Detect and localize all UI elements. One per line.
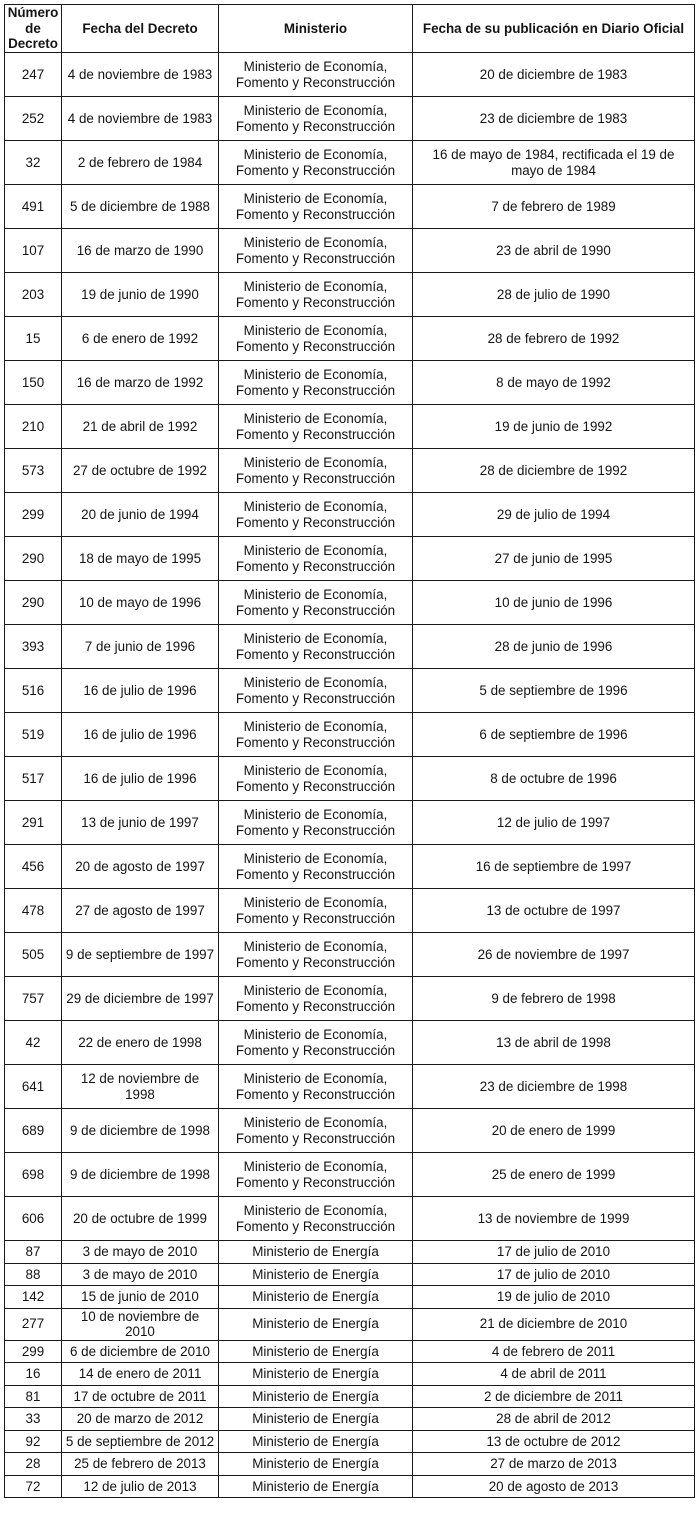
table-row: [5, 933, 695, 977]
header-fecha: Fecha del Decreto: [62, 5, 219, 53]
cell-ministerio: Ministerio de Economía, Fomento y Reconstrucción: [219, 229, 413, 273]
table-row: [5, 1453, 695, 1476]
cell-fecha: 5 de septiembre de 2012: [62, 1430, 219, 1453]
cell-numero: 210: [5, 405, 62, 449]
cell-publicacion: 12 de julio de 1997: [413, 801, 695, 845]
header-publicacion: Fecha de su publicación en Diario Oficial: [413, 5, 695, 53]
cell-ministerio: Ministerio de Energía: [219, 1475, 413, 1498]
cell-ministerio: Ministerio de Energía: [219, 1385, 413, 1408]
cell-publicacion: 28 de febrero de 1992: [413, 317, 695, 361]
cell-numero: 606: [5, 1197, 62, 1241]
table-row: [5, 493, 695, 537]
cell-fecha: 22 de enero de 1998: [62, 1021, 219, 1065]
cell-ministerio: Ministerio de Economía, Fomento y Reconstrucción: [219, 933, 413, 977]
cell-numero: 516: [5, 669, 62, 713]
cell-numero: 81: [5, 1385, 62, 1408]
table-row: [5, 1363, 695, 1386]
cell-ministerio: Ministerio de Economía, Fomento y Reconstrucción: [219, 1109, 413, 1153]
cell-fecha: 20 de junio de 1994: [62, 493, 219, 537]
table-row: [5, 1109, 695, 1153]
cell-fecha: 9 de diciembre de 1998: [62, 1153, 219, 1197]
cell-fecha: 20 de marzo de 2012: [62, 1408, 219, 1431]
cell-fecha: 20 de agosto de 1997: [62, 845, 219, 889]
cell-numero: 33: [5, 1408, 62, 1431]
table-row: [5, 713, 695, 757]
cell-fecha: 15 de junio de 2010: [62, 1286, 219, 1309]
cell-numero: 517: [5, 757, 62, 801]
cell-fecha: 16 de julio de 1996: [62, 713, 219, 757]
cell-publicacion: 28 de junio de 1996: [413, 625, 695, 669]
table-row: [5, 669, 695, 713]
cell-fecha: 5 de diciembre de 1988: [62, 185, 219, 229]
cell-fecha: 27 de agosto de 1997: [62, 889, 219, 933]
table-row: [5, 1263, 695, 1286]
cell-ministerio: Ministerio de Energía: [219, 1286, 413, 1309]
table-row: [5, 273, 695, 317]
cell-fecha: 27 de octubre de 1992: [62, 449, 219, 493]
table-row: [5, 185, 695, 229]
cell-publicacion: 8 de octubre de 1996: [413, 757, 695, 801]
header-numero: Número de Decreto: [5, 5, 62, 53]
cell-fecha: 7 de junio de 1996: [62, 625, 219, 669]
cell-fecha: 16 de marzo de 1990: [62, 229, 219, 273]
table-header: [5, 5, 695, 53]
table-row: [5, 141, 695, 185]
cell-numero: 519: [5, 713, 62, 757]
cell-fecha: 16 de marzo de 1992: [62, 361, 219, 405]
cell-publicacion: 29 de julio de 1994: [413, 493, 695, 537]
cell-numero: 299: [5, 493, 62, 537]
cell-fecha: 9 de septiembre de 1997: [62, 933, 219, 977]
table-row: [5, 1408, 695, 1431]
table-row: [5, 625, 695, 669]
table-row: [5, 97, 695, 141]
cell-numero: 15: [5, 317, 62, 361]
table-row: [5, 1286, 695, 1309]
cell-ministerio: Ministerio de Energía: [219, 1263, 413, 1286]
cell-numero: 88: [5, 1263, 62, 1286]
table-row: [5, 1021, 695, 1065]
cell-publicacion: 26 de noviembre de 1997: [413, 933, 695, 977]
cell-numero: 290: [5, 581, 62, 625]
table-row: [5, 1241, 695, 1264]
table-row: [5, 1385, 695, 1408]
cell-ministerio: Ministerio de Economía, Fomento y Reconstrucción: [219, 405, 413, 449]
header-row: [5, 5, 695, 53]
cell-numero: 689: [5, 1109, 62, 1153]
cell-ministerio: Ministerio de Energía: [219, 1308, 413, 1340]
table-body: [5, 53, 695, 1498]
cell-numero: 203: [5, 273, 62, 317]
cell-publicacion: 20 de diciembre de 1983: [413, 53, 695, 97]
cell-ministerio: Ministerio de Energía: [219, 1430, 413, 1453]
cell-numero: 16: [5, 1363, 62, 1386]
cell-publicacion: 23 de diciembre de 1998: [413, 1065, 695, 1109]
cell-publicacion: 13 de octubre de 1997: [413, 889, 695, 933]
cell-numero: 92: [5, 1430, 62, 1453]
cell-publicacion: 6 de septiembre de 1996: [413, 713, 695, 757]
cell-ministerio: Ministerio de Economía, Fomento y Reconstrucción: [219, 53, 413, 97]
cell-ministerio: Ministerio de Economía, Fomento y Reconstrucción: [219, 669, 413, 713]
cell-numero: 757: [5, 977, 62, 1021]
cell-fecha: 12 de noviembre de 1998: [62, 1065, 219, 1109]
cell-ministerio: Ministerio de Economía, Fomento y Reconstrucción: [219, 1197, 413, 1241]
cell-fecha: 3 de mayo de 2010: [62, 1263, 219, 1286]
cell-numero: 478: [5, 889, 62, 933]
header-ministerio: Ministerio: [219, 5, 413, 53]
cell-fecha: 2 de febrero de 1984: [62, 141, 219, 185]
table-row: [5, 1340, 695, 1363]
cell-publicacion: 17 de julio de 2010: [413, 1263, 695, 1286]
cell-publicacion: 13 de noviembre de 1999: [413, 1197, 695, 1241]
cell-numero: 42: [5, 1021, 62, 1065]
cell-ministerio: Ministerio de Economía, Fomento y Reconstrucción: [219, 185, 413, 229]
cell-ministerio: Ministerio de Economía, Fomento y Reconstrucción: [219, 625, 413, 669]
cell-fecha: 4 de noviembre de 1983: [62, 97, 219, 141]
cell-numero: 142: [5, 1286, 62, 1309]
cell-publicacion: 16 de septiembre de 1997: [413, 845, 695, 889]
cell-ministerio: Ministerio de Economía, Fomento y Reconstrucción: [219, 581, 413, 625]
cell-publicacion: 27 de marzo de 2013: [413, 1453, 695, 1476]
cell-fecha: 9 de diciembre de 1998: [62, 1109, 219, 1153]
cell-publicacion: 28 de diciembre de 1992: [413, 449, 695, 493]
table-row: [5, 53, 695, 97]
cell-ministerio: Ministerio de Energía: [219, 1340, 413, 1363]
cell-ministerio: Ministerio de Economía, Fomento y Reconstrucción: [219, 449, 413, 493]
cell-numero: 641: [5, 1065, 62, 1109]
cell-ministerio: Ministerio de Economía, Fomento y Reconstrucción: [219, 97, 413, 141]
cell-numero: 150: [5, 361, 62, 405]
cell-numero: 291: [5, 801, 62, 845]
table-row: [5, 757, 695, 801]
cell-publicacion: 2 de diciembre de 2011: [413, 1385, 695, 1408]
cell-ministerio: Ministerio de Energía: [219, 1363, 413, 1386]
cell-fecha: 10 de noviembre de 2010: [62, 1308, 219, 1340]
cell-publicacion: 20 de agosto de 2013: [413, 1475, 695, 1498]
cell-numero: 299: [5, 1340, 62, 1363]
table-row: [5, 537, 695, 581]
cell-publicacion: 5 de septiembre de 1996: [413, 669, 695, 713]
cell-ministerio: Ministerio de Economía, Fomento y Reconstrucción: [219, 845, 413, 889]
cell-ministerio: Ministerio de Economía, Fomento y Reconstrucción: [219, 1021, 413, 1065]
cell-numero: 505: [5, 933, 62, 977]
cell-ministerio: Ministerio de Economía, Fomento y Reconstrucción: [219, 801, 413, 845]
cell-numero: 277: [5, 1308, 62, 1340]
cell-publicacion: 23 de diciembre de 1983: [413, 97, 695, 141]
cell-publicacion: 13 de abril de 1998: [413, 1021, 695, 1065]
cell-fecha: 12 de julio de 2013: [62, 1475, 219, 1498]
cell-ministerio: Ministerio de Economía, Fomento y Reconstrucción: [219, 1065, 413, 1109]
cell-publicacion: 7 de febrero de 1989: [413, 185, 695, 229]
cell-ministerio: Ministerio de Energía: [219, 1408, 413, 1431]
table-row: [5, 229, 695, 273]
cell-publicacion: 16 de mayo de 1984, rectificada el 19 de mayo de 1984: [413, 141, 695, 185]
table-row: [5, 1197, 695, 1241]
cell-numero: 491: [5, 185, 62, 229]
cell-publicacion: 28 de julio de 1990: [413, 273, 695, 317]
cell-numero: 456: [5, 845, 62, 889]
cell-fecha: 17 de octubre de 2011: [62, 1385, 219, 1408]
table-row: [5, 1065, 695, 1109]
table-row: [5, 977, 695, 1021]
cell-publicacion: 4 de febrero de 2011: [413, 1340, 695, 1363]
cell-ministerio: Ministerio de Economía, Fomento y Reconstrucción: [219, 889, 413, 933]
table-row: [5, 317, 695, 361]
cell-fecha: 13 de junio de 1997: [62, 801, 219, 845]
decree-table: [4, 4, 695, 1498]
cell-ministerio: Ministerio de Economía, Fomento y Reconstrucción: [219, 273, 413, 317]
table-row: [5, 1308, 695, 1340]
cell-publicacion: 19 de julio de 2010: [413, 1286, 695, 1309]
cell-numero: 290: [5, 537, 62, 581]
table-row: [5, 581, 695, 625]
cell-publicacion: 8 de mayo de 1992: [413, 361, 695, 405]
table-row: [5, 1430, 695, 1453]
cell-fecha: 3 de mayo de 2010: [62, 1241, 219, 1264]
cell-publicacion: 4 de abril de 2011: [413, 1363, 695, 1386]
cell-numero: 393: [5, 625, 62, 669]
cell-fecha: 14 de enero de 2011: [62, 1363, 219, 1386]
cell-publicacion: 19 de junio de 1992: [413, 405, 695, 449]
cell-fecha: 19 de junio de 1990: [62, 273, 219, 317]
table-row: [5, 889, 695, 933]
cell-numero: 28: [5, 1453, 62, 1476]
cell-publicacion: 13 de octubre de 2012: [413, 1430, 695, 1453]
cell-numero: 247: [5, 53, 62, 97]
cell-publicacion: 20 de enero de 1999: [413, 1109, 695, 1153]
cell-numero: 252: [5, 97, 62, 141]
cell-publicacion: 21 de diciembre de 2010: [413, 1308, 695, 1340]
cell-fecha: 16 de julio de 1996: [62, 757, 219, 801]
cell-ministerio: Ministerio de Energía: [219, 1241, 413, 1264]
cell-numero: 107: [5, 229, 62, 273]
cell-fecha: 21 de abril de 1992: [62, 405, 219, 449]
cell-fecha: 25 de febrero de 2013: [62, 1453, 219, 1476]
cell-fecha: 10 de mayo de 1996: [62, 581, 219, 625]
cell-fecha: 29 de diciembre de 1997: [62, 977, 219, 1021]
table-row: [5, 405, 695, 449]
cell-ministerio: Ministerio de Economía, Fomento y Reconstrucción: [219, 713, 413, 757]
cell-publicacion: 10 de junio de 1996: [413, 581, 695, 625]
cell-numero: 698: [5, 1153, 62, 1197]
cell-ministerio: Ministerio de Economía, Fomento y Reconstrucción: [219, 141, 413, 185]
cell-fecha: 18 de mayo de 1995: [62, 537, 219, 581]
cell-publicacion: 28 de abril de 2012: [413, 1408, 695, 1431]
cell-publicacion: 17 de julio de 2010: [413, 1241, 695, 1264]
table-row: [5, 1153, 695, 1197]
cell-publicacion: 27 de junio de 1995: [413, 537, 695, 581]
table-row: [5, 449, 695, 493]
table-row: [5, 1475, 695, 1498]
table-row: [5, 845, 695, 889]
cell-ministerio: Ministerio de Economía, Fomento y Reconstrucción: [219, 977, 413, 1021]
cell-fecha: 16 de julio de 1996: [62, 669, 219, 713]
decree-table-container: [4, 4, 694, 1498]
cell-ministerio: Ministerio de Economía, Fomento y Reconstrucción: [219, 493, 413, 537]
cell-fecha: 6 de enero de 1992: [62, 317, 219, 361]
cell-fecha: 4 de noviembre de 1983: [62, 53, 219, 97]
cell-ministerio: Ministerio de Economía, Fomento y Reconstrucción: [219, 757, 413, 801]
cell-fecha: 6 de diciembre de 2010: [62, 1340, 219, 1363]
cell-ministerio: Ministerio de Economía, Fomento y Reconstrucción: [219, 1153, 413, 1197]
cell-numero: 72: [5, 1475, 62, 1498]
cell-publicacion: 9 de febrero de 1998: [413, 977, 695, 1021]
cell-ministerio: Ministerio de Energía: [219, 1453, 413, 1476]
cell-ministerio: Ministerio de Economía, Fomento y Reconstrucción: [219, 361, 413, 405]
cell-fecha: 20 de octubre de 1999: [62, 1197, 219, 1241]
table-row: [5, 801, 695, 845]
cell-ministerio: Ministerio de Economía, Fomento y Reconstrucción: [219, 317, 413, 361]
table-row: [5, 361, 695, 405]
cell-ministerio: Ministerio de Economía, Fomento y Reconstrucción: [219, 537, 413, 581]
cell-numero: 87: [5, 1241, 62, 1264]
cell-numero: 573: [5, 449, 62, 493]
cell-publicacion: 25 de enero de 1999: [413, 1153, 695, 1197]
cell-numero: 32: [5, 141, 62, 185]
cell-publicacion: 23 de abril de 1990: [413, 229, 695, 273]
